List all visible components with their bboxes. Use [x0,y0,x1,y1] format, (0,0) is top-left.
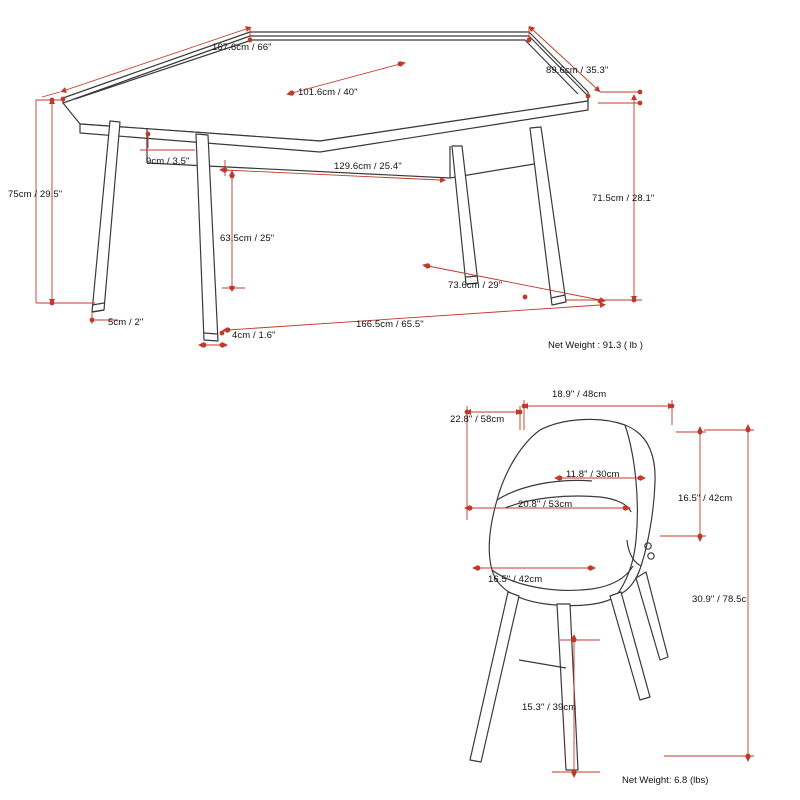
table-dim-foot-width: 4cm / 1.6" [232,330,276,341]
table-dim-apron-drop: 9cm / 3.5" [146,156,190,167]
table-dim-top-depth: 89.6cm / 35.3" [546,65,609,76]
chair-dim-total-height: 30.9" / 78.5c [692,594,747,605]
table-dim-top-length: 167.6cm / 66" [212,42,272,53]
table-dim-leg-height-left: 75cm / 29.5" [8,189,63,200]
table-dim-apron-span: 129.6cm / 25.4" [334,161,402,172]
chair-dim-back-inner: 11.8" / 30cm [566,469,620,480]
table-net-weight: Net Weight : 91.3 ( lb ) [548,340,643,351]
chair-dim-back-width: 18.9" / 48cm [552,389,607,400]
table-dim-top-inner: 101.6cm / 40" [298,87,358,98]
table-dim-base-length: 166.5cm / 65.5" [356,319,424,330]
chair-dim-seat-height: 15.3" / 39cm [522,702,577,713]
table-outline [63,32,588,341]
chair-net-weight: Net Weight: 6.8 (lbs) [622,775,709,786]
table-dim-leg-height-right: 71.5cm / 28.1" [592,193,655,204]
chair-dim-back-height: 16.5" / 42cm [678,493,733,504]
chair-dim-seat-span: 20.8" / 53cm [518,499,573,510]
table-dim-leg-clearance: 63.5cm / 25" [220,233,275,244]
chair-dim-seat-width: 22.8" / 58cm [450,414,505,425]
table-dim-foot-depth: 73.6cm / 29" [448,280,503,291]
chair-dim-seat-depth: 16.5" / 42cm [488,574,543,585]
table-dim-foot-offset: 5cm / 2" [108,317,144,328]
